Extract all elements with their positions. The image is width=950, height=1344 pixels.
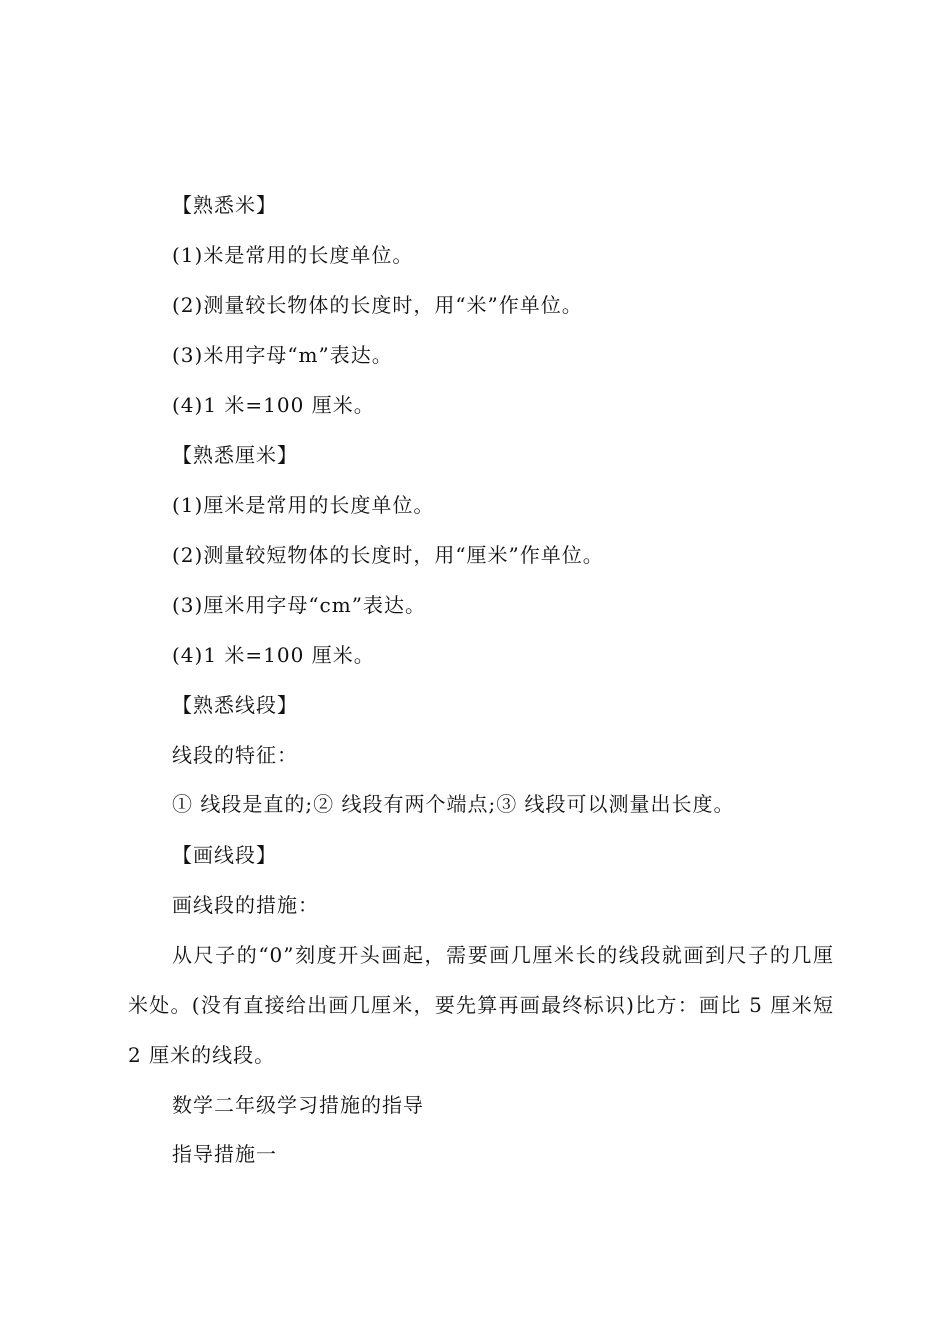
centimeter-item-1: (1)厘米是常用的长度单位。 [172,493,435,517]
meter-item-1: (1)米是常用的长度单位。 [172,243,414,267]
draw-method-paragraph: 从尺子的“0”刻度开头画起，需要画几厘米长的线段就画到尺子的几厘米处。(没有直接给出画几厘米，要先算再画最终标识)比方：画比 5 厘米短 2 厘米的线段。 [128,943,834,1067]
draw-method-label: 画线段的措施： [172,893,319,917]
segment-features-list: ① 线段是直的;② 线段有两个端点;③ 线段可以测量出长度。 [172,792,735,816]
guide-method-one: 指导措施一 [172,1142,277,1166]
meter-item-4: (4)1 米=100 厘米。 [172,393,375,417]
guide-title: 数学二年级学习措施的指导 [172,1093,424,1117]
section-heading-segment: 【熟悉线段】 [172,693,298,717]
section-heading-centimeter: 【熟悉厘米】 [172,443,298,467]
section-heading-draw-segment: 【画线段】 [172,843,277,867]
centimeter-item-4: (4)1 米=100 厘米。 [172,643,375,667]
centimeter-item-2: (2)测量较短物体的长度时，用“厘米”作单位。 [172,543,604,567]
centimeter-item-3: (3)厘米用字母“cm”表达。 [172,593,426,617]
section-heading-meter: 【熟悉米】 [172,193,277,217]
meter-item-3: (3)米用字母“m”表达。 [172,343,393,367]
segment-features-label: 线段的特征： [172,743,298,767]
meter-item-2: (2)测量较长物体的长度时，用“米”作单位。 [172,293,583,317]
